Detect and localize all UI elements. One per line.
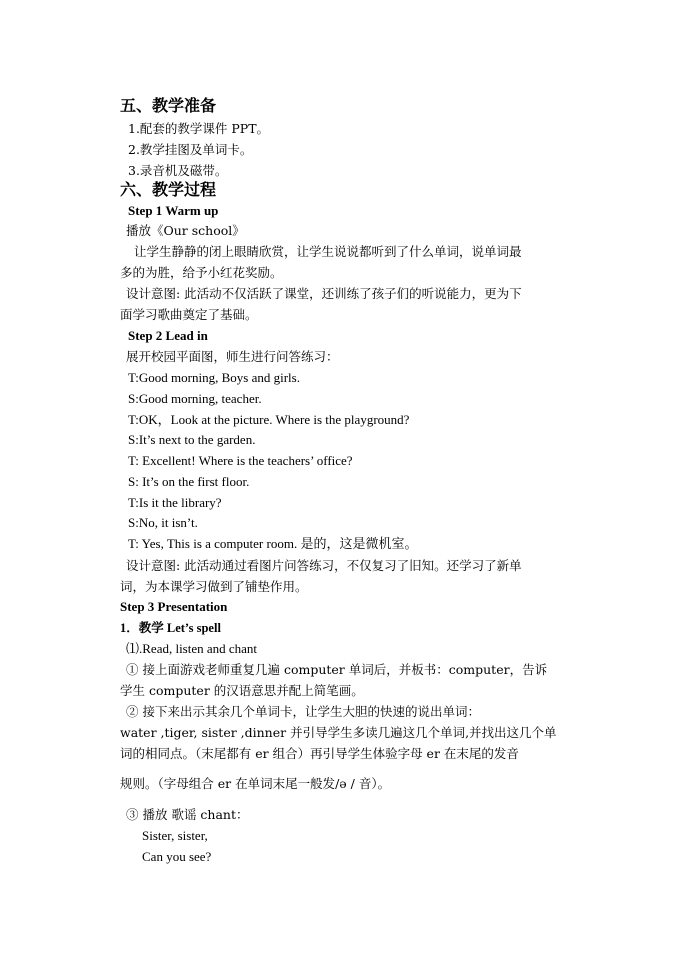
step3-para-line: ② 接下来出示其余几个单词卡，让学生大胆的快速的说出单词： xyxy=(126,704,480,719)
list-item: 2.教学挂图及单词卡。 xyxy=(128,142,253,157)
section-heading-preparation: 五、教学准备 xyxy=(120,96,217,115)
step3-para-line: water ,tiger, sister ,dinner 并引导学生多读几遍这几个单词,并找出这几个单 xyxy=(120,725,557,740)
chant-line: Sister, sister, xyxy=(142,828,208,843)
dialogue-line: S:No, it isn’t. xyxy=(128,515,198,530)
list-item: 3.录音机及磁带。 xyxy=(128,163,228,178)
step2-title: Step 2 Lead in xyxy=(128,328,208,343)
dialogue-line: S: It’s on the first floor. xyxy=(128,474,250,489)
section-heading-process: 六、教学过程 xyxy=(120,180,217,199)
dialogue-line: T: Excellent! Where is the teachers’ office? xyxy=(128,453,353,468)
step3-para-line: 规则。（字母组合 er 在单词末尾一般发/ə / 音）。 xyxy=(120,776,391,791)
chant-line: Can you see? xyxy=(142,849,212,864)
step1-title: Step 1 Warm up xyxy=(128,203,219,218)
step2-intro: 展开校园平面图，师生进行问答练习： xyxy=(126,349,339,364)
step2-intent-line: 设计意图: 此活动通过看图片问答练习，不仅复习了旧知。还学习了新单 xyxy=(126,558,522,573)
list-item: 1.配套的教学课件 PPT。 xyxy=(128,121,270,136)
step3-chant-intro: ③ 播放 歌谣 chant： xyxy=(126,807,249,822)
step3-para-line: ① 接上面游戏老师重复几遍 computer 单词后，并板书：computer，告诉 xyxy=(126,662,548,677)
step1-desc-line: 让学生静静的闭上眼睛欣赏，让学生说说都听到了什么单词，说单词最 xyxy=(134,244,522,259)
step3-title: Step 3 Presentation xyxy=(120,599,228,614)
dialogue-line: T:Is it the library? xyxy=(128,495,222,510)
step3-subheading: 1．教学 Let’s spell xyxy=(120,621,221,635)
dialogue-line: S:Good morning, teacher. xyxy=(128,391,262,406)
step1-intent-line: 设计意图: 此活动不仅活跃了课堂，还训练了孩子们的听说能力，更为下 xyxy=(126,286,522,301)
step1-play: 播放《Our school》 xyxy=(126,223,245,238)
step1-desc-line: 多的为胜，给予小红花奖励。 xyxy=(120,265,283,280)
dialogue-line: T:Good morning, Boys and girls. xyxy=(128,370,300,385)
step3-para-line: 学生 computer 的汉语意思并配上简笔画。 xyxy=(120,683,364,698)
dialogue-line: T: Yes, This is a computer room. 是的，这是微机室。 xyxy=(128,536,418,551)
step1-intent-line: 面学习歌曲奠定了基础。 xyxy=(120,307,258,322)
step3-sub-item: ⑴.Read, listen and chant xyxy=(126,641,258,656)
dialogue-line: S:It’s next to the garden. xyxy=(128,432,256,447)
dialogue-line: T:OK，Look at the picture. Where is the playground? xyxy=(128,412,410,427)
step3-para-line: 词的相同点。（末尾都有 er 组合）再引导学生体验字母 er 在末尾的发音 xyxy=(120,746,519,761)
step2-intent-line: 词，为本课学习做到了铺垫作用。 xyxy=(120,579,308,594)
